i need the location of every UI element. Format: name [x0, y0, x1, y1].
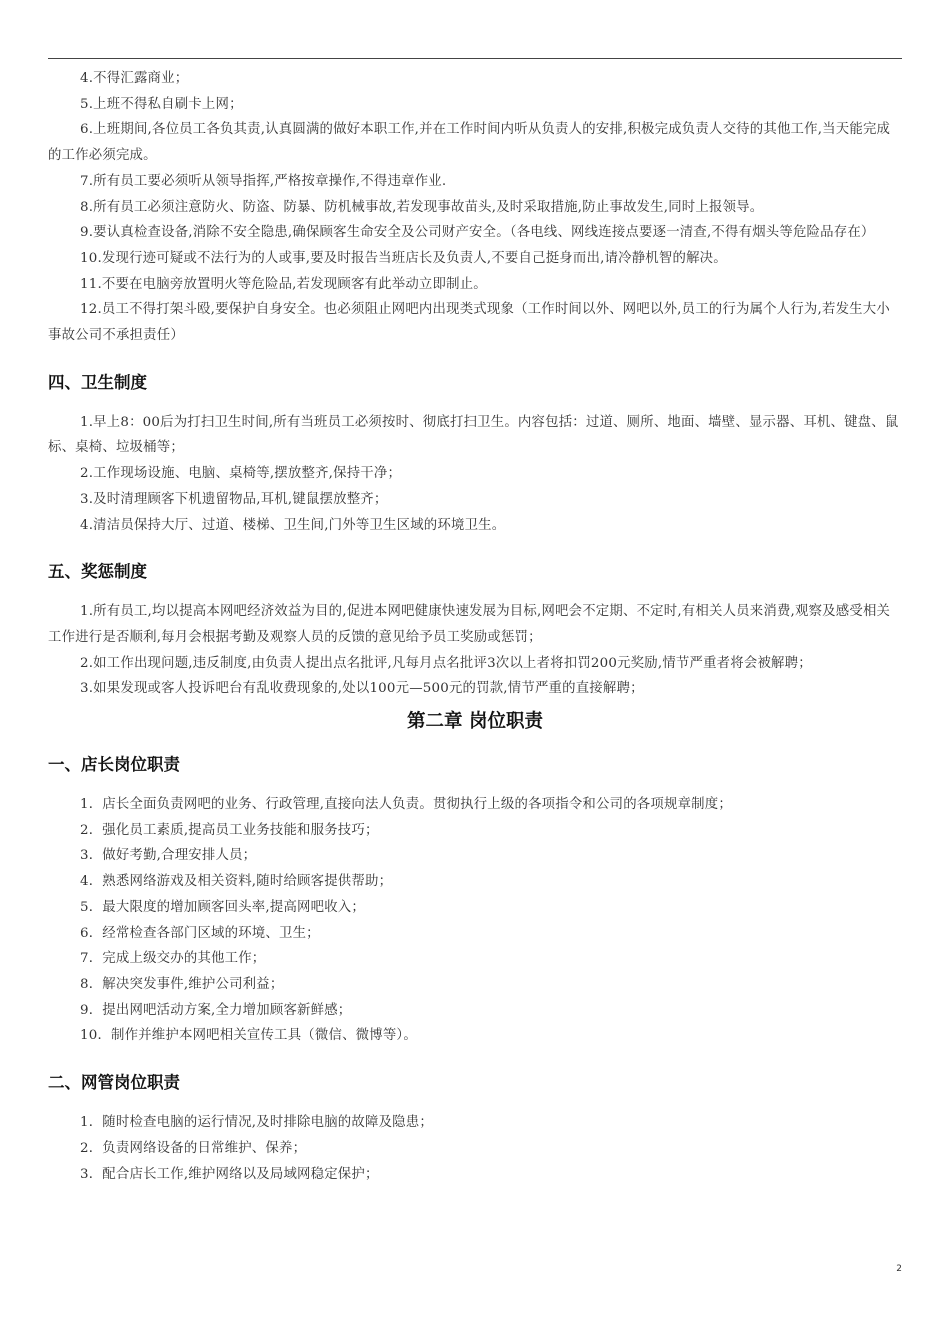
section-5-list	[48, 599, 902, 702]
document-body	[48, 66, 902, 1187]
section-heading-manager: 一、店长岗位职责	[48, 755, 180, 775]
list-item: 6.上班期间,各位员工各负其责,认真圆满的做好本职工作,并在工作时间内听从负责人的安排,积极完成负责人交待的其他工作,当天能完成的工作必须完成。	[48, 122, 891, 164]
list-item: 4.清洁员保持大厅、过道、楼梯、卫生间,门外等卫生区域的环境卫生。	[80, 517, 506, 533]
list-item: 5.上班不得私自刷卡上网；	[80, 96, 243, 112]
list-item: 1.所有员工,均以提高本网吧经济效益为目的,促进本网吧健康快速发展为目标,网吧会不定期、不定时,有相关人员来消费,观察及感受相关工作进行是否顺利,每月会根据考勤及观察人员的反馈的意见给予员工奖励或惩罚；	[48, 604, 891, 645]
page-number: 2	[896, 1264, 902, 1274]
list-item: 12.员工不得打架斗殴,要保护自身安全。也必须阻止网吧内出现类式现象（工作时间以外、网吧以外,员工的行为属个人行为,若发生大小事故公司不承担责任）	[48, 302, 890, 344]
list-item: 3.及时清理顾客下机遗留物品,耳机,键鼠摆放整齐；	[80, 491, 388, 507]
list-item: 7．完成上级交办的其他工作；	[80, 951, 266, 967]
list-item: 4.不得汇露商业；	[80, 71, 189, 86]
list-item: 10．制作并维护本网吧相关宣传工具（微信、微博等）。	[80, 1028, 417, 1044]
section-heading-rewards: 五、奖惩制度	[48, 562, 147, 582]
list-item: 2.工作现场设施、电脑、桌椅等,摆放整齐,保持干净；	[80, 466, 402, 482]
section-heading-netadmin: 二、网管岗位职责	[48, 1073, 180, 1093]
list-item: 5．最大限度的增加顾客回头率,提高网吧收入；	[80, 899, 365, 915]
header-rule	[48, 58, 902, 59]
list-item: 9.要认真检查设备,消除不安全隐患,确保顾客生命安全及公司财产安全。（各电线、网线连接点要逐一清查,不得有烟头等危险品存在）	[80, 225, 875, 241]
list-item: 3.如果发现或客人投诉吧台有乱收费现象的,处以100元—500元的罚款,情节严重的直接解聘；	[80, 681, 644, 697]
list-item: 8.所有员工必须注意防火、防盗、防暴、防机械事故,若发现事故苗头,及时采取措施,防止事故发生,同时上报领导。	[80, 199, 764, 215]
section-3-list	[48, 66, 902, 349]
list-item: 3．配合店长工作,维护网络以及局域网稳定保护；	[80, 1166, 379, 1182]
list-item: 2．负责网络设备的日常维护、保养；	[80, 1140, 307, 1156]
list-item: 3．做好考勤,合理安排人员；	[80, 848, 257, 864]
list-item: 1．店长全面负责网吧的业务、行政管理,直接向法人负责。贯彻执行上级的各项指令和公司的各项规章制度；	[80, 797, 732, 813]
chapter-title: 第二章 岗位职责	[407, 711, 543, 733]
section-heading-hygiene: 四、卫生制度	[48, 372, 147, 392]
list-item: 9．提出网吧活动方案,全力增加顾客新鲜感；	[80, 1002, 352, 1018]
list-item: 10.发现行迹可疑或不法行为的人或事,要及时报告当班店长及负责人,不要自己挺身而出,请冷静机智的解决。	[80, 250, 727, 266]
list-item: 1．随时检查电脑的运行情况,及时排除电脑的故障及隐患；	[80, 1115, 433, 1131]
list-item: 2.如工作出现问题,违反制度,由负责人提出点名批评,凡每月点名批评3次以上者将扣罚200元奖励,情节严重者将会被解聘；	[80, 655, 812, 671]
list-item: 2．强化员工素质,提高员工业务技能和服务技巧；	[80, 822, 379, 838]
list-item: 4．熟悉网络游戏及相关资料,随时给顾客提供帮助；	[80, 874, 393, 890]
list-item: 8．解决突发事件,维护公司利益；	[80, 976, 284, 992]
manager-duties-list	[48, 792, 902, 1049]
list-item: 6．经常检查各部门区域的环境、卫生；	[80, 925, 320, 941]
list-item: 11.不要在电脑旁放置明火等危险品,若发现顾客有此举动立即制止。	[80, 276, 487, 292]
netadmin-duties-list	[48, 1110, 902, 1187]
list-item: 1.早上8：00后为打扫卫生时间,所有当班员工必须按时、彻底打扫卫生。内容包括：过道、厕所、地面、墙壁、显示器、耳机、键盘、鼠标、桌椅、垃圾桶等；	[48, 414, 899, 456]
section-4-list	[48, 410, 902, 539]
list-item: 7.所有员工要必须听从领导指挥,严格按章操作,不得违章作业.	[80, 173, 447, 189]
